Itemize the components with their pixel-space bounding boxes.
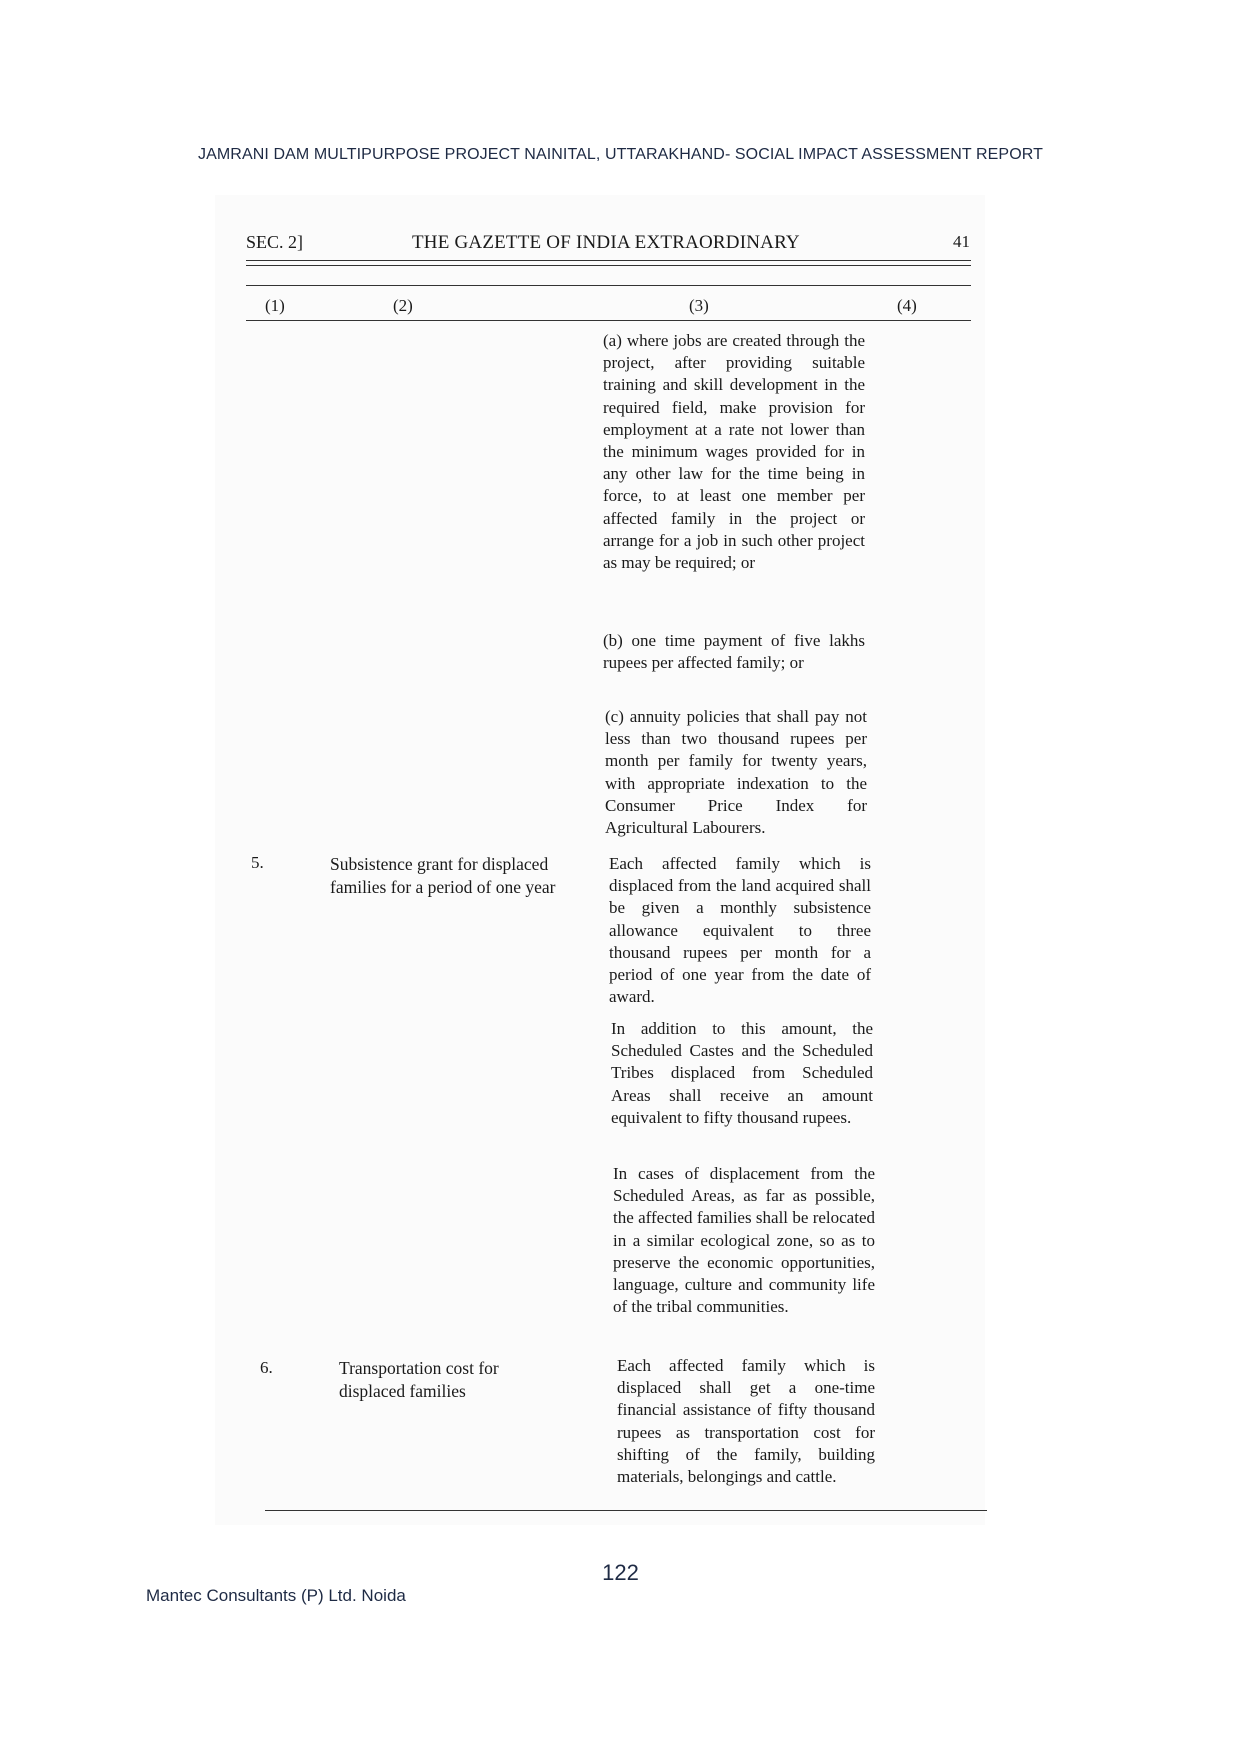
- gazette-title: THE GAZETTE OF INDIA EXTRAORDINARY: [412, 232, 800, 253]
- row-5-number: 5.: [251, 853, 264, 872]
- column-heading-3: (3): [689, 296, 709, 315]
- row-6-item: Transportation cost for displaced families: [339, 1358, 499, 1401]
- row-5-text-1: Each affected family which is displaced from the land acquired shall be given a monthly subsistence allowance equivalent to three thousand rupees per month for a period of one year from the date of award.: [609, 854, 871, 1007]
- column-rule-top: [246, 285, 971, 286]
- footer-page-number: 122: [602, 1560, 639, 1585]
- column-heading-2: (2): [393, 296, 413, 315]
- column-heading-4: (4): [897, 296, 917, 315]
- row-5-item: Subsistence grant for displaced families for a period of one year: [330, 854, 556, 897]
- footer-company: Mantec Consultants (P) Ltd. Noida: [146, 1586, 406, 1605]
- row-6-number: 6.: [260, 1358, 273, 1377]
- paragraph-c: (c) annuity policies that shall pay not less than two thousand rupees per month per family for twenty years, with appropriate indexation to the Consumer Price Index for Agricultural Labourers.: [605, 707, 867, 838]
- report-header: JAMRANI DAM MULTIPURPOSE PROJECT NAINITAL, UTTARAKHAND- SOCIAL IMPACT ASSESSMENT REPORT: [198, 146, 1043, 163]
- row-6-text-1: Each affected family which is displaced shall get a one-time financial assistance of fifty thousand rupees as transportation cost for shifting of the family, building materials, belongings and cattle.: [617, 1356, 875, 1487]
- gazette-section: SEC. 2]: [246, 232, 304, 252]
- paragraph-b: (b) one time payment of five lakhs rupees per affected family; or: [603, 631, 865, 673]
- table-bottom-rule: [265, 1510, 987, 1511]
- header-rule-bottom: [246, 265, 971, 266]
- paragraph-a: (a) where jobs are created through the project, after providing suitable training and skill development in the required field, make provision for employment at a rate not lower than the minimum wages provided for in any other law for the time being in force, to at least one member per affected family in the project or arrange for a job in such other project as may be required; or: [603, 331, 865, 573]
- gazette-page-number: 41: [953, 232, 970, 251]
- row-5-text-3: In cases of displacement from the Scheduled Areas, as far as possible, the affected families shall be relocated in a similar ecological zone, so as to preserve the economic opportunities, language, culture and community life of the tribal communities.: [613, 1164, 875, 1317]
- column-rule-bottom: [246, 320, 971, 321]
- header-rule-top: [246, 260, 971, 261]
- column-heading-1: (1): [265, 296, 285, 315]
- row-5-text-2: In addition to this amount, the Scheduled Castes and the Scheduled Tribes displaced from Scheduled Areas shall receive an amount equivalent to fifty thousand rupees.: [611, 1019, 873, 1127]
